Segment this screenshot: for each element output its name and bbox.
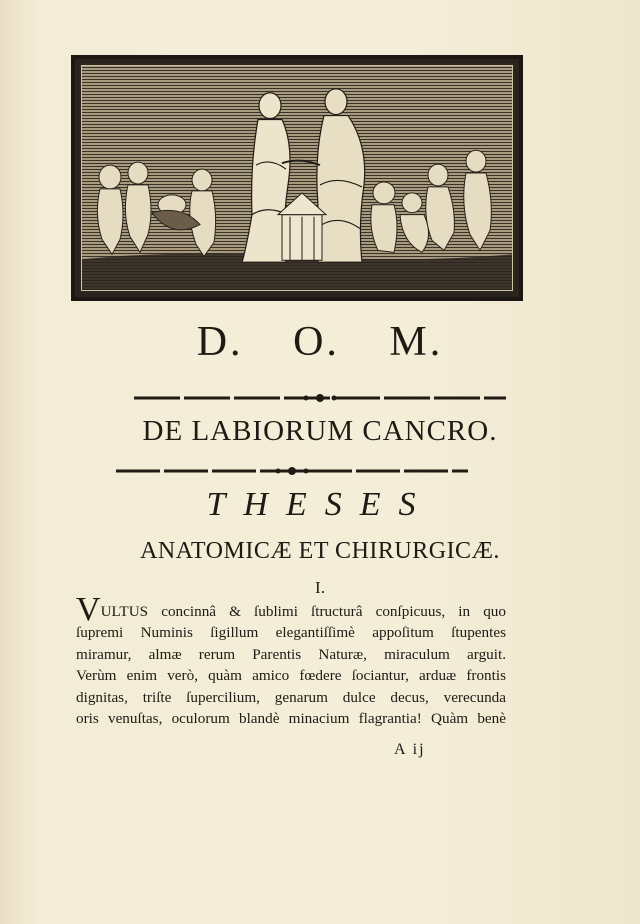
drop-cap: V xyxy=(76,591,101,628)
dom-letter-o: O. xyxy=(293,319,340,365)
body-line: miramur, almæ rerum Parentis Naturæ, miraculum arguit. xyxy=(76,645,506,663)
body-paragraph xyxy=(76,591,506,729)
dom-letter-m: M. xyxy=(389,319,444,365)
body-line: VULTUS concinnâ & ſublimi ſtructurâ conſpicuus, in quo xyxy=(76,591,506,628)
ornamental-rule-icon xyxy=(130,390,510,400)
engraving-vignette xyxy=(71,55,523,301)
section-numeral: I. xyxy=(315,578,325,597)
dom-heading xyxy=(0,318,640,366)
dom-letter-d: D. xyxy=(196,319,244,365)
body-line: oris venuſtas, oculorum blandè minacium flagrantia! Quàm benè xyxy=(76,710,506,728)
classical-figures-vignette-image xyxy=(82,66,512,290)
body-line: Verùm enim verò, quàm amico fœdere ſociantur, arduæ frontis xyxy=(76,667,506,685)
theses-heading: THESES xyxy=(206,486,434,523)
subtitle: ANATOMICÆ ET CHIRURGICÆ. xyxy=(140,538,500,564)
body-line: dignitas, triſte ſupercilium, genarum dulce decus, verecunda xyxy=(76,688,506,706)
treatise-title: DE LABIORUM CANCRO. xyxy=(142,415,498,447)
engraving-image xyxy=(81,65,513,291)
ornamental-rule-icon xyxy=(112,463,472,473)
signature-mark: A ij xyxy=(394,741,426,758)
body-line: ſupremi Numinis ſigillum elegantiſſimè appoſitum ſtupentes xyxy=(76,624,506,642)
